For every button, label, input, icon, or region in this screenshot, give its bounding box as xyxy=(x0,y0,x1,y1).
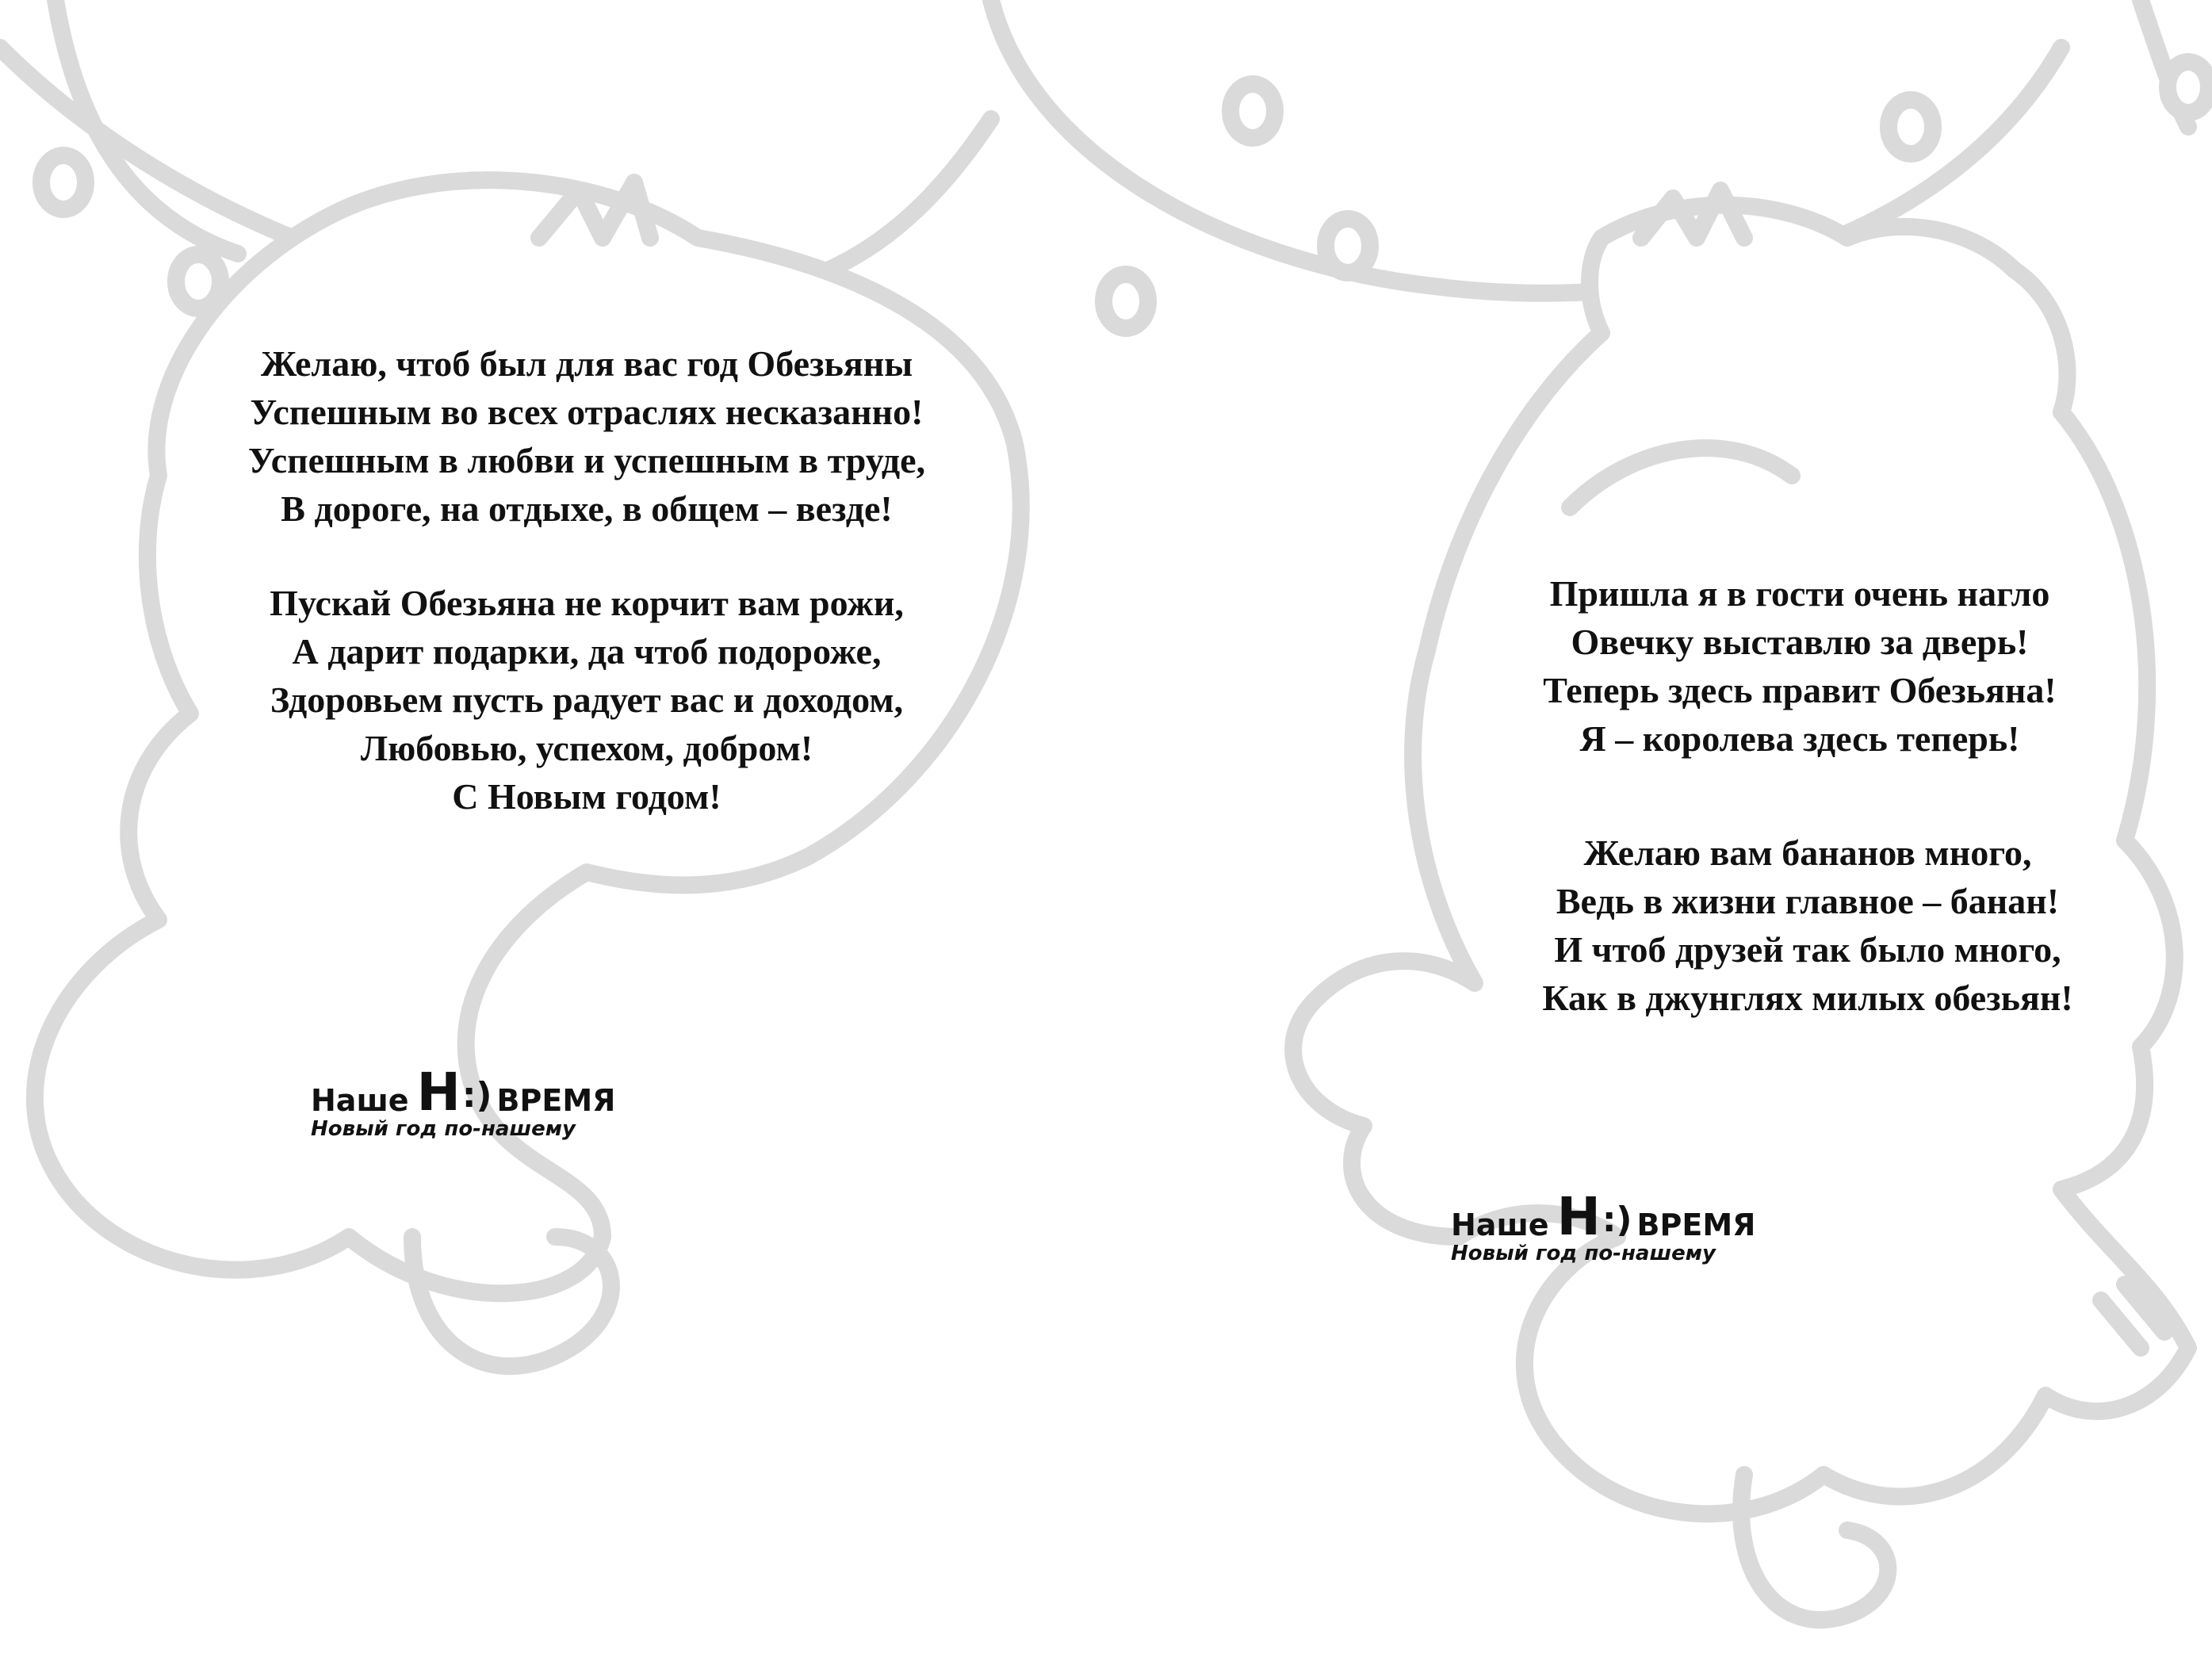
poem-line: Пускай Обезьяна не корчит вам рожи, xyxy=(270,583,904,623)
logo-letter: Н xyxy=(416,1062,461,1123)
smile-icon: :) xyxy=(461,1075,492,1116)
bulb-icon xyxy=(1230,84,1275,138)
bulb-icon xyxy=(1326,219,1370,273)
poem-line: Пришла я в гости очень нагло xyxy=(1549,573,2050,614)
stanza-gap xyxy=(111,533,1062,579)
bulb-icon xyxy=(1104,274,1148,328)
poem-line: Желаю, чтоб был для вас год Обезьяны xyxy=(260,343,913,384)
poem-line: И чтоб друзей так было много, xyxy=(1554,929,2061,970)
logo-tagline: Новый год по-нашему xyxy=(311,1117,576,1141)
poem-line: Теперь здесь правит Обезьяна! xyxy=(1543,670,2057,710)
logo-word-1: Наше xyxy=(311,1083,409,1118)
logo-word-1: Наше xyxy=(1451,1208,1549,1242)
smile-icon: :) xyxy=(1602,1200,1632,1240)
logo-word-2: ВРЕМЯ xyxy=(1636,1208,1756,1242)
poem-line: Я – королева здесь теперь! xyxy=(1579,718,2020,759)
bulb-icon xyxy=(2168,62,2209,113)
poem-line: Желаю вам бананов много, xyxy=(1583,832,2032,873)
poem-line: Здоровьем пусть радует вас и доходом, xyxy=(270,679,904,720)
poem-line: В дороге, на отдыхе, в общем – везде! xyxy=(281,488,893,529)
logo-wordmark xyxy=(311,1062,616,1123)
poem-line: Успешным во всех отраслях несказанно! xyxy=(250,392,924,432)
poem-line: Успешным в любви и успешным в труде, xyxy=(247,440,926,480)
bulb-icon xyxy=(41,155,86,209)
brand-logo-right xyxy=(1451,1186,1756,1265)
poem-line: С Новым годом! xyxy=(452,776,721,817)
poem-line: Овечку выставлю за дверь! xyxy=(1571,622,2029,662)
poem-line: Ведь в жизни главное – банан! xyxy=(1556,881,2060,921)
left-greeting-poem xyxy=(111,339,1062,821)
logo-wordmark xyxy=(1451,1186,1756,1247)
logo-letter: Н xyxy=(1556,1186,1601,1247)
brand-logo-left xyxy=(311,1062,616,1141)
poem-line: Как в джунглях милых обезьян! xyxy=(1542,978,2073,1018)
right-greeting-poem-stanza-2 xyxy=(1411,829,2204,1022)
logo-tagline: Новый год по-нашему xyxy=(1451,1242,1716,1265)
poem-line: Любовью, успехом, добром! xyxy=(360,728,813,768)
right-greeting-poem-stanza-1 xyxy=(1403,569,2196,763)
bulb-icon xyxy=(1889,100,1933,154)
logo-word-2: ВРЕМЯ xyxy=(496,1083,616,1118)
poem-line: А дарит подарки, да чтоб подороже, xyxy=(292,631,882,672)
